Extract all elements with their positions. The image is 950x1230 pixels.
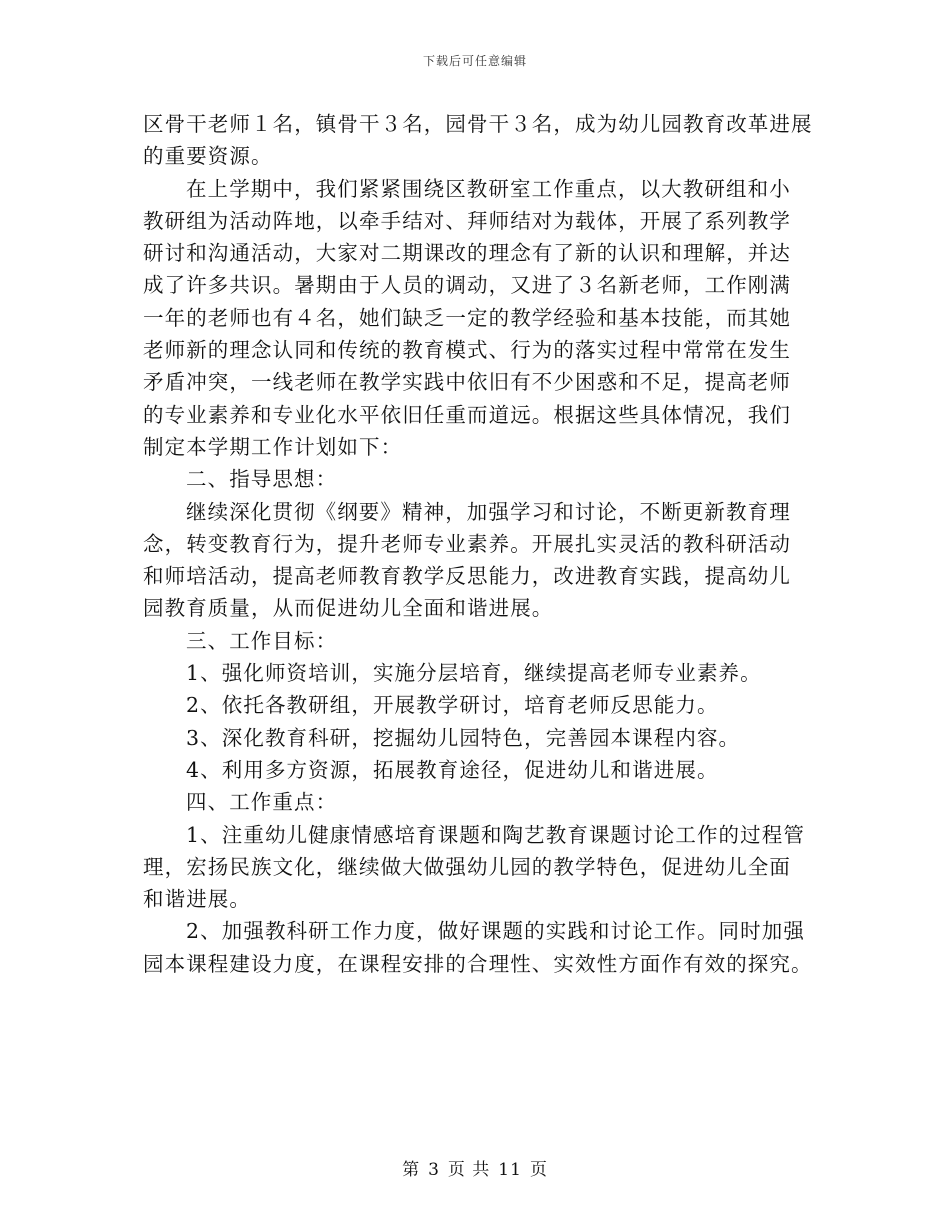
paragraph xyxy=(143,108,811,173)
text-line: 和谐进展。 xyxy=(143,887,251,912)
heading-text: 二、指导思想： xyxy=(186,467,338,492)
text-line: 理，宏扬民族文化，继续做大做强幼儿园的教学特色，促进幼儿全面 xyxy=(143,854,791,879)
list-item xyxy=(143,754,811,786)
list-item xyxy=(143,915,811,980)
text-line: 2、依托各教研组，开展教学研讨，培育老师反思能力。 xyxy=(186,693,719,718)
page-footer xyxy=(0,1155,950,1180)
total-pages-number: 11 xyxy=(498,1160,522,1180)
text-line: 的重要资源。 xyxy=(143,144,273,169)
list-item xyxy=(143,657,811,689)
text-line: 研讨和沟通活动，大家对二期课改的理念有了新的认识和理解，并达 xyxy=(143,241,791,266)
list-item xyxy=(143,819,811,916)
text-line: 一年的老师也有４名，她们缺乏一定的教学经验和基本技能，而其她 xyxy=(143,305,791,330)
heading-text: 三、工作目标： xyxy=(186,628,338,653)
text-line: 区骨干老师１名，镇骨干３名，园骨干３名，成为幼儿园教育改革进展 xyxy=(143,112,813,136)
text-line: 园教育质量，从而促进幼儿全面和谐进展。 xyxy=(143,596,554,621)
text-line: 4、利用多方资源，拓展教育途径，促进幼儿和谐进展。 xyxy=(186,757,719,782)
heading-text: 四、工作重点： xyxy=(186,790,338,815)
text-line: 成了许多共识。暑期由于人员的调动，又进了３名新老师，工作刚满 xyxy=(143,273,791,298)
page-header: 下载后可任意编辑 xyxy=(422,54,527,68)
text-line: 在上学期中，我们紧紧围绕区教研室工作重点，以大教研组和小 xyxy=(186,176,791,201)
text-line: 教研组为活动阵地，以牵手结对、拜师结对为载体，开展了系列教学 xyxy=(143,208,791,233)
section-heading xyxy=(143,463,811,495)
text-line: 念，转变教育行为，提升老师专业素养。开展扎实灵活的教科研活动 xyxy=(143,531,791,556)
list-item xyxy=(143,689,811,721)
paragraph xyxy=(143,496,811,625)
text-line: 老师新的理念认同和传统的教育模式、行为的落实过程中常常在发生 xyxy=(143,338,791,363)
text-line: 制定本学期工作计划如下： xyxy=(143,434,403,459)
text-line: 和师培活动，提高老师教育教学反思能力，改进教育实践，提高幼儿 xyxy=(143,564,791,589)
section-heading xyxy=(143,786,811,818)
footer-suffix: 页 xyxy=(529,1160,548,1180)
paragraph xyxy=(143,173,811,464)
text-line: 园本课程建设力度，在课程安排的合理性、实效性方面作有效的探究。 xyxy=(143,951,813,976)
section-heading xyxy=(143,625,811,657)
document-body xyxy=(143,108,811,980)
current-page-number: 3 xyxy=(428,1160,440,1180)
text-line: 3、深化教育科研，挖掘幼儿园特色，完善园本课程内容。 xyxy=(186,725,741,750)
footer-middle: 页 共 xyxy=(447,1160,491,1180)
list-item xyxy=(143,722,811,754)
text-line: 的专业素养和专业化水平依旧任重而道远。根据这些具体情况，我们 xyxy=(143,402,791,427)
footer-prefix: 第 xyxy=(402,1160,421,1180)
text-line: 1、强化师资培训，实施分层培育，继续提高老师专业素养。 xyxy=(186,661,762,686)
text-line: 1、注重幼儿健康情感培育课题和陶艺教育课题讨论工作的过程管 xyxy=(186,822,805,847)
text-line: 矛盾冲突，一线老师在教学实践中依旧有不少困惑和不足，提高老师 xyxy=(143,370,791,395)
text-line: 继续深化贯彻《纲要》精神，加强学习和讨论，不断更新教育理 xyxy=(186,499,791,524)
text-line: 2、加强教科研工作力度，做好课题的实践和讨论工作。同时加强 xyxy=(186,919,805,944)
